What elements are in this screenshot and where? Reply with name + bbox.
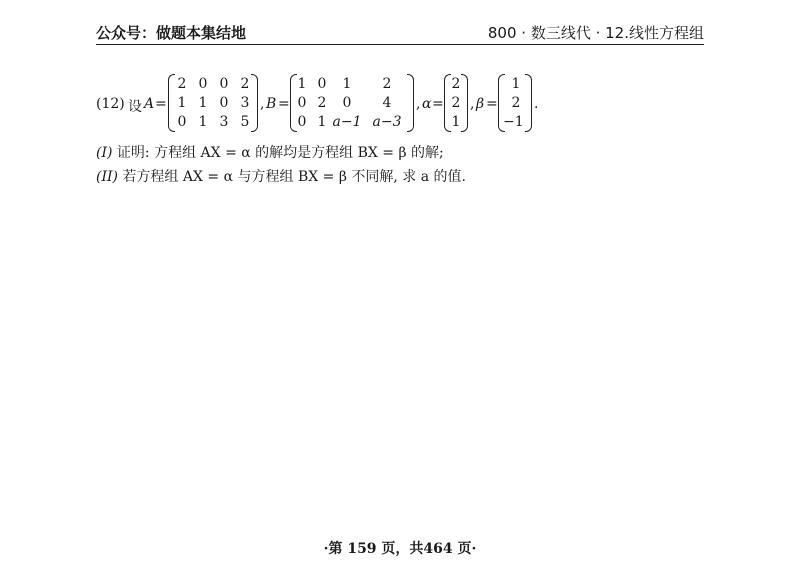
matrix-a-cell: 3 (240, 95, 250, 111)
part-two-label: (II) (96, 169, 118, 185)
matrix-b-label: B (266, 96, 277, 112)
period: . (534, 96, 539, 112)
matrix-b-cell: 1 (317, 114, 327, 130)
comma: , (416, 96, 421, 112)
matrix-a-cell: 0 (198, 76, 208, 92)
equals-sign: = (278, 96, 290, 112)
matrix-a-cell: 5 (240, 114, 250, 130)
problem-lead: 设 (128, 99, 142, 115)
matrix-b-cell: 0 (342, 95, 352, 111)
matrix-b-cell: a−1 (332, 114, 362, 130)
vector-alpha (444, 74, 468, 132)
header-source: 公众号：做题本集结地 (96, 24, 247, 42)
comma: , (260, 96, 265, 112)
matrix-b-cell: 0 (317, 76, 327, 92)
matrix-a-cell: 0 (177, 114, 187, 130)
part-two-text: 若方程组 AX = α 与方程组 BX = β 不同解, 求 a 的值. (117, 169, 466, 185)
part-two (96, 166, 466, 186)
matrix-b-cell: 0 (297, 114, 307, 130)
matrix-a-cell: 2 (177, 76, 187, 92)
vector-alpha-cell: 2 (451, 76, 461, 92)
matrix-b-cell: 1 (342, 76, 352, 92)
vector-alpha-cell: 1 (451, 114, 461, 130)
vector-beta-cell: 2 (511, 95, 521, 111)
vector-beta-cell: −1 (503, 114, 524, 130)
matrix-b-cell: a−3 (372, 114, 402, 130)
matrix-a-cell: 0 (219, 76, 229, 92)
part-one-text: 证明: 方程组 AX = α 的解均是方程组 BX = β 的解; (112, 145, 444, 161)
equals-sign: = (432, 96, 444, 112)
equals-sign: = (486, 96, 498, 112)
matrix-b-cell: 2 (317, 95, 327, 111)
page-header (96, 22, 704, 45)
vector-alpha-cell: 2 (451, 95, 461, 111)
matrix-b-cell: 0 (297, 95, 307, 111)
matrix-a-cell: 1 (198, 95, 208, 111)
matrix-b-cell: 2 (382, 76, 392, 92)
beta-label: β (476, 96, 485, 112)
matrix-b (290, 74, 414, 132)
vector-beta-cell: 1 (511, 76, 521, 92)
matrix-a-label: A (144, 96, 155, 112)
matrix-b-cell: 1 (297, 76, 307, 92)
matrix-a-cell: 0 (219, 95, 229, 111)
matrix-a-cell: 2 (240, 76, 250, 92)
part-one (96, 142, 444, 162)
header-section: 800 · 数三线代 · 12.线性方程组 (487, 24, 704, 42)
matrix-b-cell: 4 (382, 95, 392, 111)
comma: , (470, 96, 475, 112)
vector-beta (498, 74, 532, 132)
matrix-a (168, 74, 258, 132)
part-one-label: (I) (96, 145, 113, 161)
page-footer: ·第 159 页，共464 页· (323, 541, 477, 557)
matrix-a-cell: 1 (198, 114, 208, 130)
alpha-label: α (422, 96, 432, 112)
matrix-a-cell: 3 (219, 114, 229, 130)
vector-beta-right-bracket (525, 74, 532, 132)
equals-sign: = (155, 96, 167, 112)
problem-number: (12) (96, 96, 125, 112)
matrix-a-cell: 1 (177, 95, 187, 111)
